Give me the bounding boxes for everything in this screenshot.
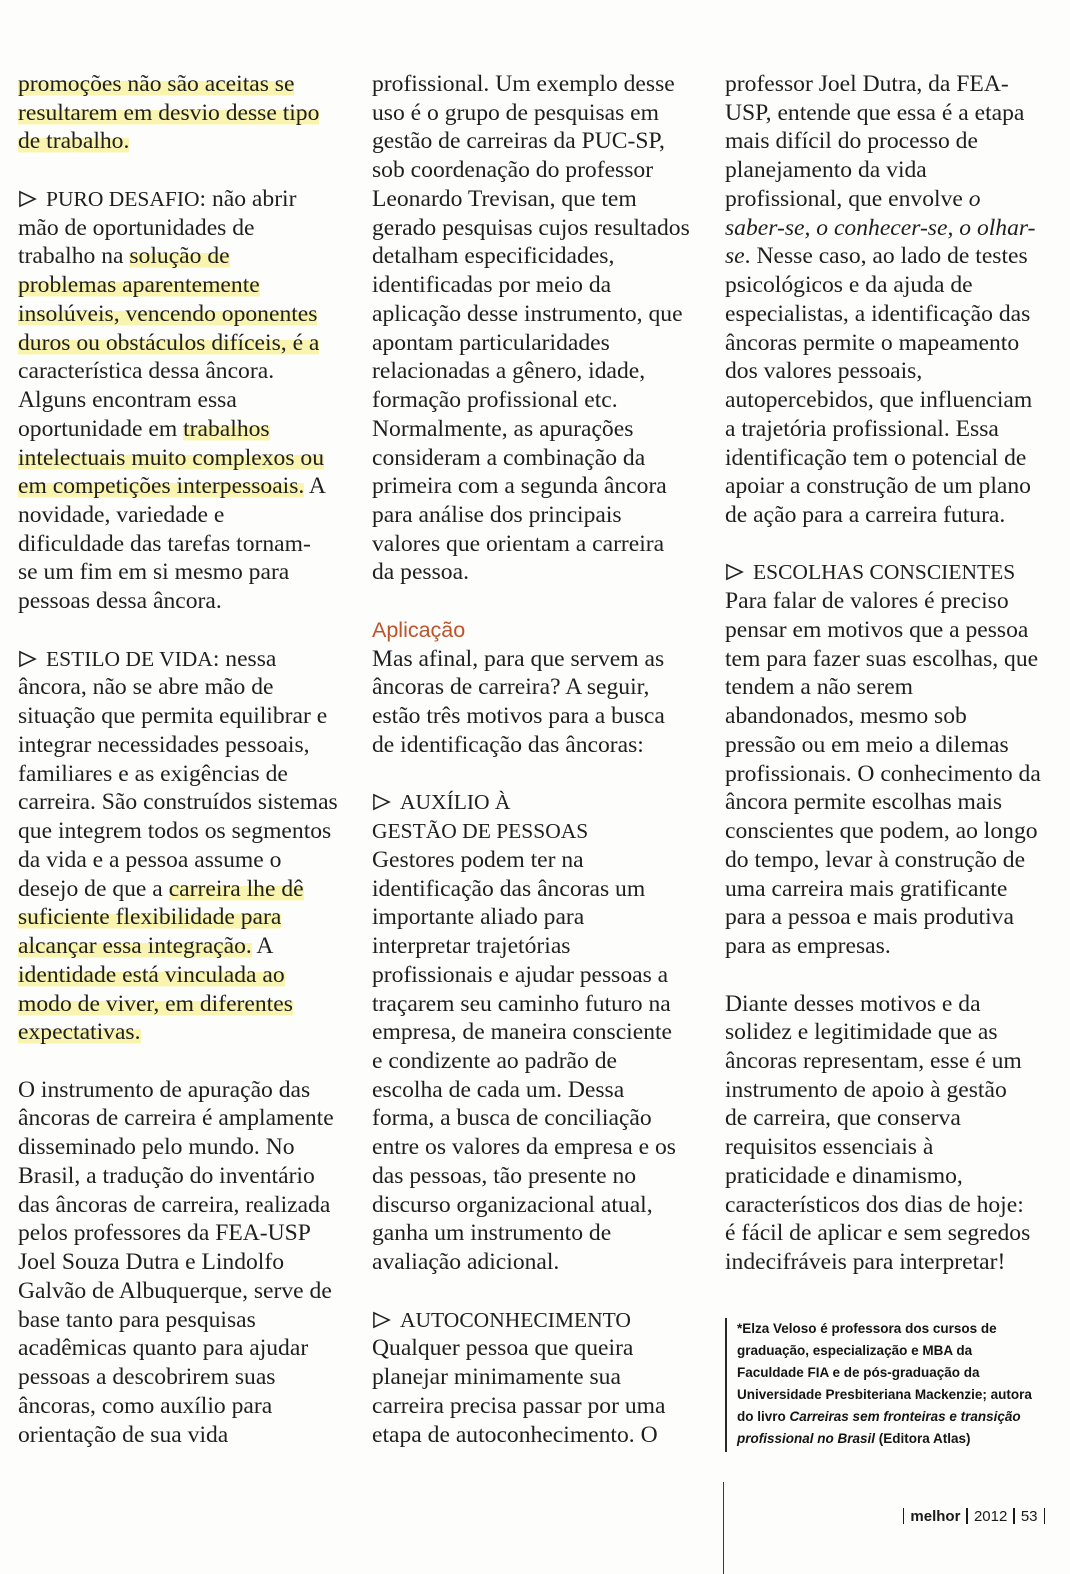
text-line (372, 616, 706, 645)
text-line: Brasil, a tradução do inventário (18, 1162, 315, 1189)
text-line: planejar minimamente sua (372, 1364, 621, 1391)
footnote-rule (725, 1318, 727, 1452)
text-line (18, 645, 352, 674)
text-line: professor Joel Dutra, da FEA- (725, 71, 1009, 97)
text-line: gerado pesquisas cujos resultados (372, 214, 690, 241)
text-line: O instrumento de apuração das (18, 1076, 311, 1103)
text-line: avaliação adicional. (372, 1249, 560, 1276)
text-line: Leonardo Trevisan, que tem (372, 185, 637, 212)
triangle-bullet-icon (18, 650, 37, 668)
text-line: Para falar de valores é preciso (725, 588, 1009, 615)
text-line: âncoras de carreira? A seguir, (372, 674, 650, 701)
text-line (18, 1047, 352, 1076)
text-span: oportunidade em (18, 415, 184, 442)
text-line: da pessoa. (372, 559, 469, 586)
text-line: apontam particularidades (372, 329, 610, 356)
text-line: Mas afinal, para que servem as (372, 645, 665, 672)
text-line: Faculdade FIA e de pós-graduação da (737, 1365, 980, 1380)
text-line: indecifráveis para interpretar! (725, 1249, 1006, 1276)
text-span: : nessa (212, 645, 277, 672)
text-line: característicos dos dias de hoje: (725, 1191, 1024, 1218)
text-line (737, 1428, 1047, 1450)
section-heading: Aplicação (372, 617, 466, 642)
text-line (18, 444, 352, 473)
text-line: a trajetória profissional. Essa (725, 415, 999, 442)
text-line: relacionadas a gênero, idade, (372, 358, 646, 385)
text-line (725, 185, 1059, 214)
text-line: valores que orientam a carreira (372, 530, 665, 557)
text-line: para análise dos principais (372, 502, 622, 529)
highlighted-text: de trabalho. (18, 128, 130, 155)
text-span: do livro (737, 1409, 790, 1424)
text-line: estão três motivos para a busca (372, 703, 665, 730)
text-span: A (304, 473, 326, 500)
italic-text: Carreiras sem fronteiras e transição (789, 1409, 1021, 1424)
text-line (18, 990, 352, 1019)
page-number: 53 (1020, 1507, 1038, 1525)
text-line (18, 932, 352, 961)
text-line (725, 242, 1059, 271)
text-line: detalham especificidades, (372, 243, 615, 270)
text-line (372, 1277, 706, 1306)
footer-separator (903, 1508, 905, 1524)
text-line: Joel Souza Dutra e Lindolfo (18, 1249, 285, 1276)
text-line: escolha de cada um. Dessa (372, 1076, 625, 1103)
text-line: acadêmicas quanto para ajudar (18, 1335, 309, 1362)
text-line: dificuldade das tarefas tornam- (18, 530, 311, 557)
text-line (725, 558, 1059, 587)
text-column-3 (725, 70, 1059, 1277)
text-line: Universidade Presbiteriana Mackenzie; autora (737, 1387, 1032, 1402)
text-line: característica dessa âncora. (18, 358, 275, 385)
text-line: Alguns encontram essa (18, 387, 237, 414)
text-line: de carreira, que conserva (725, 1105, 961, 1132)
text-line (18, 156, 352, 185)
text-line: pessoas dessa âncora. (18, 588, 222, 615)
text-line: âncoras permite o mapeamento (725, 329, 1020, 356)
text-line: tendem a não serem (725, 674, 914, 701)
text-line: âncora, não se abre mão de (18, 674, 274, 701)
text-line: identificação das âncoras um (372, 875, 646, 902)
text-line (18, 472, 352, 501)
text-line: psicológicos e da ajuda de (725, 272, 973, 299)
text-line (18, 616, 352, 645)
text-line: formação profissional etc. (372, 387, 618, 414)
text-line: traçarem seu caminho futuro na (372, 990, 671, 1017)
text-line: orientação de sua vida (18, 1421, 229, 1448)
triangle-bullet-icon (372, 1311, 391, 1329)
text-line: interpretar trajetórias (372, 933, 571, 960)
italic-text: o (968, 185, 981, 212)
highlighted-text: intelectuais muito complexos ou (18, 444, 325, 471)
highlighted-text: resultarem em desvio desse tipo (18, 99, 320, 126)
text-line: primeira com a segunda âncora (372, 473, 667, 500)
text-line: âncoras de carreira é amplamente (18, 1105, 334, 1132)
text-line: familiares e as exigências de (18, 760, 288, 787)
highlighted-text: solução de (129, 243, 230, 270)
text-line: profissionais e ajudar pessoas a (372, 961, 669, 988)
text-line (18, 300, 352, 329)
text-span: : não abrir (199, 185, 297, 212)
subhead-title: AUXÍLIO À (400, 790, 511, 815)
text-line: pelos professores da FEA-USP (18, 1220, 311, 1247)
italic-text: saber-se, o conhecer-se, o olhar- (725, 214, 1036, 241)
text-line: da vida e a pessoa assume o (18, 846, 282, 873)
text-line: empresa, de maneira consciente (372, 1019, 673, 1046)
text-line: aplicação desse instrumento, que (372, 300, 683, 327)
text-line (18, 903, 352, 932)
highlighted-text: suficiente flexibilidade para (18, 904, 282, 931)
text-line: pressão ou em meio a dilemas (725, 731, 1009, 758)
text-line: Gestores podem ter na (372, 846, 584, 873)
text-line: novidade, variedade e (18, 502, 225, 529)
text-line: pensar em motivos que a pessoa (725, 616, 1029, 643)
text-line: é fácil de aplicar e sem segredos (725, 1220, 1031, 1247)
text-line (18, 961, 352, 990)
text-line: das âncoras de carreira, realizada (18, 1191, 331, 1218)
text-line: Qualquer pessoa que queira (372, 1335, 634, 1362)
text-line (372, 788, 706, 817)
text-line (18, 70, 352, 99)
text-line: e condizente ao padrão de (372, 1047, 617, 1074)
text-line: que integrem todos os segmentos (18, 818, 332, 845)
text-line (725, 961, 1059, 990)
triangle-bullet-icon (372, 793, 391, 811)
text-span: trabalho na (18, 243, 130, 270)
text-line (725, 530, 1059, 559)
text-line: de ação para a carreira futura. (725, 502, 1006, 529)
highlighted-text: promoções não são aceitas se (18, 71, 295, 97)
footer-separator (1044, 1508, 1046, 1524)
triangle-bullet-icon (725, 563, 744, 581)
triangle-bullet-icon (18, 190, 37, 208)
text-line: ganha um instrumento de (372, 1220, 612, 1247)
text-line: do tempo, levar à construção de (725, 846, 1026, 873)
text-line: mão de oportunidades de (18, 214, 255, 241)
text-line: mais difícil do processo de (725, 128, 978, 155)
highlighted-text: em competições interpessoais. (18, 473, 305, 500)
text-line (18, 875, 352, 904)
text-line: *Elza Veloso é professora dos cursos de (737, 1321, 997, 1336)
highlighted-text: duros ou obstáculos difíceis, é a (18, 329, 320, 356)
text-line (18, 242, 352, 271)
text-line: graduação, especialização e MBA da (737, 1343, 973, 1358)
text-line (372, 587, 706, 616)
text-line: sob coordenação do professor (372, 157, 654, 184)
text-line: carreira. São construídos sistemas (18, 789, 338, 816)
highlighted-text: expectativas. (18, 1019, 141, 1046)
text-line: apoiar a construção de um plano (725, 473, 1031, 500)
text-column-2 (372, 70, 706, 1449)
text-line (18, 185, 352, 214)
text-line: uso é o grupo de pesquisas em (372, 99, 660, 126)
text-line: solidez e legitimidade que as (725, 1019, 998, 1046)
footer-separator (1013, 1508, 1015, 1524)
text-line: praticidade e dinamismo, (725, 1162, 963, 1189)
text-line (18, 329, 352, 358)
text-span: A (251, 933, 274, 960)
text-line: base tanto para pesquisas (18, 1306, 256, 1333)
text-line: gestão de carreiras da PUC-SP, (372, 128, 665, 155)
text-line: Normalmente, as apurações (372, 415, 634, 442)
italic-text: se (725, 243, 745, 270)
text-line: identificação tem o potencial de (725, 444, 1027, 471)
highlighted-text: trabalhos (183, 415, 270, 442)
highlighted-text: carreira lhe dê (168, 875, 304, 902)
text-line: dos valores pessoais, (725, 358, 923, 385)
text-line: Diante desses motivos e da (725, 990, 981, 1017)
text-line: de identificação das âncoras: (372, 731, 644, 758)
highlighted-text: modo de viver, em diferentes (18, 990, 293, 1017)
text-line: disseminado pelo mundo. No (18, 1134, 295, 1161)
text-line (372, 760, 706, 789)
subhead-title: PURO DESAFIO (46, 186, 200, 211)
text-span: desejo de que a (18, 875, 169, 902)
text-line: âncora permite escolhas mais (725, 789, 1003, 816)
footer-separator (966, 1508, 968, 1524)
text-line (18, 99, 352, 128)
text-line: se um fim em si mesmo para (18, 559, 290, 586)
text-line: carreira precisa passar por uma (372, 1392, 666, 1419)
text-line: para as empresas. (725, 933, 891, 960)
italic-text: profissional no Brasil (737, 1431, 876, 1446)
text-line: integrar necessidades pessoais, (18, 731, 310, 758)
text-line: requisitos essenciais à (725, 1134, 934, 1161)
text-line: tem para fazer suas escolhas, que (725, 645, 1039, 672)
page-footer (903, 1506, 1045, 1526)
text-line: das pessoas, tão presente no (372, 1162, 637, 1189)
highlighted-text: identidade está vinculada ao (18, 961, 285, 988)
text-line: planejamento da vida (725, 157, 927, 184)
text-line: profissional. Um exemplo desse (372, 71, 675, 97)
text-line: discurso organizacional atual, (372, 1191, 653, 1218)
text-line: especialistas, a identificação das (725, 300, 1031, 327)
subhead-title: AUTOCONHECIMENTO (400, 1307, 631, 1332)
text-line: consideram a combinação da (372, 444, 646, 471)
text-line (18, 271, 352, 300)
text-line: âncoras representam, esse é um (725, 1047, 1022, 1074)
author-footnote (737, 1318, 1047, 1450)
text-line: entre os valores da empresa e os (372, 1134, 676, 1161)
text-line: identificadas por meio da (372, 272, 612, 299)
highlighted-text: insolúveis, vencendo oponentes (18, 300, 318, 327)
text-line: Galvão de Albuquerque, serve de (18, 1277, 332, 1304)
gutter-rule (723, 1482, 724, 1574)
text-line: conscientes que podem, ao longo (725, 818, 1038, 845)
text-line (18, 127, 352, 156)
text-line: profissionais. O conhecimento da (725, 760, 1041, 787)
text-line: autopercebidos, que influenciam (725, 387, 1033, 414)
text-line: USP, entende que essa é a etapa (725, 99, 1025, 126)
text-line (372, 817, 706, 846)
text-line (18, 415, 352, 444)
text-line (18, 1018, 352, 1047)
text-line: abandonados, mesmo sob (725, 703, 967, 730)
highlighted-text: problemas aparentemente (18, 272, 260, 299)
text-line (725, 214, 1059, 243)
text-line: uma carreira mais gratificante (725, 875, 1008, 902)
text-line: etapa de autoconhecimento. O (372, 1421, 658, 1448)
text-line: âncoras, como auxílio para (18, 1392, 273, 1419)
issue-year: 2012 (973, 1507, 1008, 1525)
text-line: importante aliado para (372, 904, 585, 931)
subhead-title: ESCOLHAS CONSCIENTES (753, 560, 1016, 585)
text-span: (Editora Atlas) (875, 1431, 971, 1446)
text-line (737, 1406, 1047, 1428)
magazine-name: melhor (910, 1507, 961, 1525)
text-line: pessoas a descobrirem suas (18, 1364, 276, 1391)
highlighted-text: alcançar essa integração. (18, 933, 252, 960)
subhead-title: GESTÃO DE PESSOAS (372, 819, 589, 844)
text-line (372, 1306, 706, 1335)
text-line: instrumento de apoio à gestão (725, 1076, 1007, 1103)
text-span: . Nesse caso, ao lado de testes (744, 243, 1028, 270)
text-column-1 (18, 70, 352, 1449)
text-line: para a pessoa e mais produtiva (725, 904, 1014, 931)
subhead-title: ESTILO DE VIDA (46, 646, 213, 671)
text-line: situação que permita equilibrar e (18, 703, 328, 730)
text-line: forma, a busca de conciliação (372, 1105, 652, 1132)
text-span: profissional, que envolve (725, 185, 969, 212)
